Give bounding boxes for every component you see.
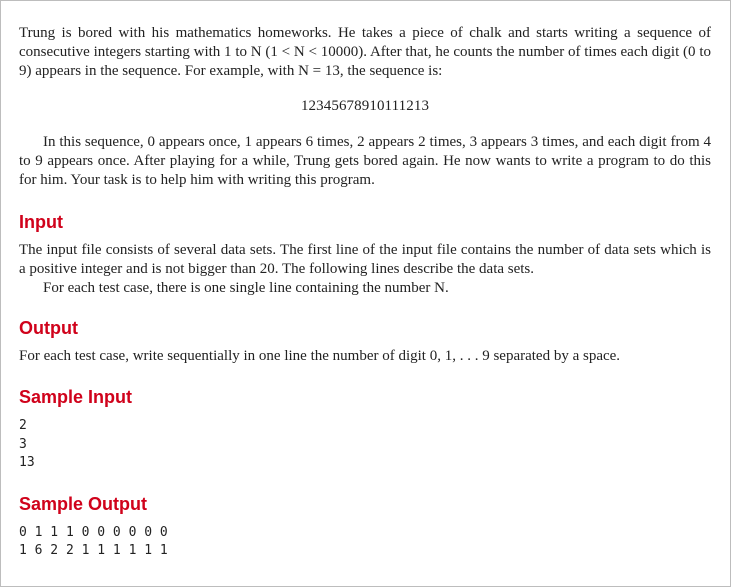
sample-output-block bbox=[19, 524, 711, 561]
sample-output-heading: Sample Output bbox=[19, 493, 148, 514]
statement-paragraph-1: Trung is bored with his mathematics homeworks. He takes a piece of chalk and starts writing a sequence of consecutive integers starting with 1 to N (1 < N < 10000). After that, he counts the number of times each digit (0 to 9) appears in the sequence. For example, with N = 13, the sequence is: bbox=[19, 25, 711, 79]
sample-input-heading: Sample Input bbox=[19, 387, 133, 407]
sample-output-line: 0 1 1 1 0 0 0 0 0 0 bbox=[19, 524, 168, 540]
output-heading: Output bbox=[19, 318, 78, 338]
sample-input-block bbox=[19, 417, 711, 473]
input-paragraph-2: For each test case, there is one single line containing the number N. bbox=[43, 280, 449, 296]
example-sequence: 12345678910111213 bbox=[300, 98, 430, 114]
output-paragraph: For each test case, write sequentially in one line the number of digit 0, 1, . . . 9 separated by a space. bbox=[19, 348, 621, 364]
sample-input-line: 2 bbox=[19, 418, 27, 433]
problem-statement bbox=[19, 24, 711, 561]
sample-output-line: 1 6 2 2 1 1 1 1 1 1 bbox=[19, 543, 168, 558]
sample-input-line: 3 bbox=[19, 436, 27, 452]
input-paragraph-1: The input file consists of several data sets. The first line of the input file contains the number of data sets which is a positive integer and is not bigger than 20. The following lines describe the data sets. bbox=[19, 242, 711, 277]
statement-paragraph-2: In this sequence, 0 appears once, 1 appears 6 times, 2 appears 2 times, 3 appears 3 times, and each digit from 4 to 9 appears once. After playing for a while, Trung gets bored again. He now wants to write a program to do this for him. Your task is to help him with writing this program. bbox=[19, 134, 711, 188]
input-heading: Input bbox=[19, 212, 63, 232]
sample-input-line: 13 bbox=[19, 455, 35, 470]
